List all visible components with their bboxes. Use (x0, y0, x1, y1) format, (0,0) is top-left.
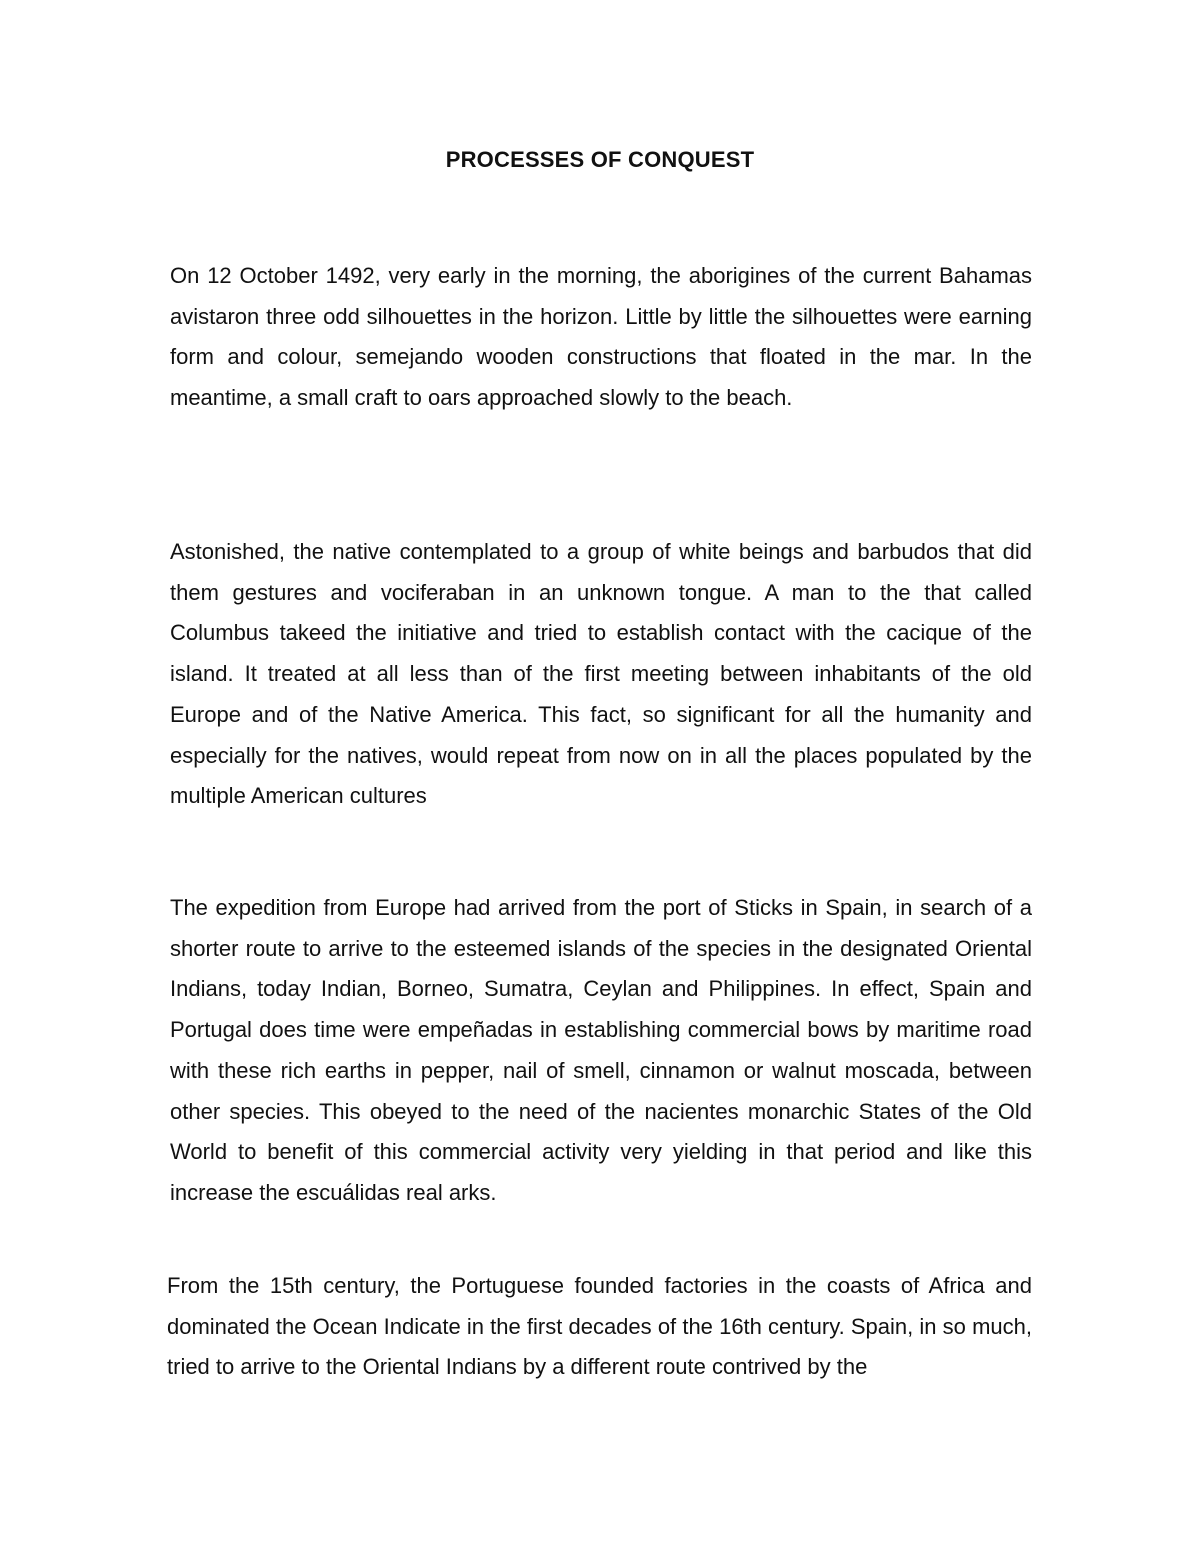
paragraph: Astonished, the native contemplated to a group of white beings and barbudos that did them gestures and vociferaban in an unknown tongue. A man to the that called Columbus takeed the initiative and tried to establish contact with the cacique of the island. It treated at all less than of the first meeting between inhabitants of the old Europe and of the Native America. This fact, so significant for all the humanity and especially for the natives, would repeat from now on in all the places populated by the multiple American cultures (170, 539, 1032, 809)
paragraph: From the 15th century, the Portuguese founded factories in the coasts of Africa and dominated the Ocean Indicate in the first decades of the 16th century. Spain, in so much, tried to arrive to the Oriental Indians by a different route contrived by the (167, 1273, 1032, 1380)
document-title: PROCESSES OF CONQUEST (445, 147, 755, 172)
paragraph: The expedition from Europe had arrived from the port of Sticks in Spain, in search of a shorter route to arrive to the esteemed islands of the species in the designated Oriental Indians, today Indian, Borneo, Sumatra, Ceylan and Philippines. In effect, Spain and Portugal does time were empeñadas in establishing commercial bows by maritime road with these rich earths in pepper, nail of smell, cinnamon or walnut moscada, between other species. This obeyed to the need of the nacientes monarchic States of the Old World to benefit of this commercial activity very yielding in that period and like this increase the escuálidas real arks. (170, 895, 1032, 1205)
paragraph: On 12 October 1492, very early in the morning, the aborigines of the current Bahamas avistaron three odd silhouettes in the horizon. Little by little the silhouettes were earning form and colour, semejando wooden constructions that floated in the mar. In the meantime, a small craft to oars approached slowly to the beach. (170, 263, 1032, 411)
